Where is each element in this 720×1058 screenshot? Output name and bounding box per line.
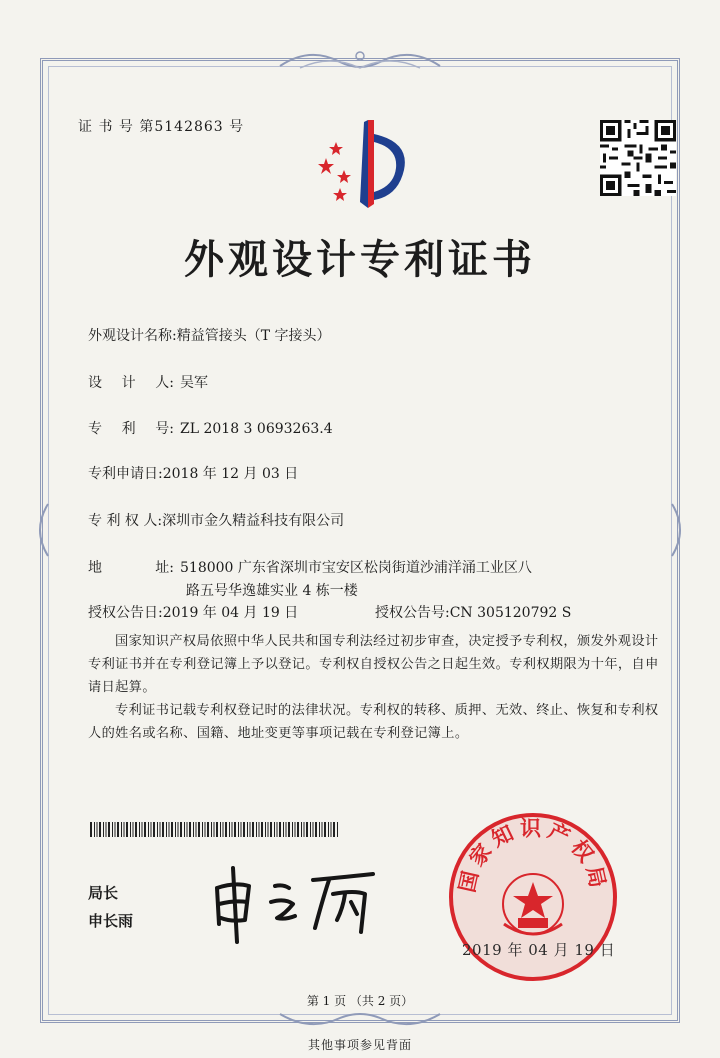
legal-paragraph-1: 国家知识产权局依照中华人民共和国专利法经过初步审查，决定授予专利权，颁发外观设计专利证书并在专利登记簿上予以登记。专利权自授权公告之日起生效。专利权期限为十年，自申请日起算。: [88, 634, 659, 695]
patentee-value: 深圳市金久精益科技有限公司: [162, 513, 345, 529]
certificate-number: 证 书 号 第5142863 号: [78, 119, 245, 135]
design-name-field: [88, 325, 331, 345]
patentee-label: 专 利 权 人:: [88, 513, 163, 529]
grant-date-value: 2019 年 04 月 19 日: [162, 605, 299, 621]
filing-date-field: [88, 463, 298, 483]
footer-note: 其他事项参见背面: [307, 1038, 412, 1052]
patent-number-label: 专 利 号:: [88, 421, 174, 437]
patent-number-field: [88, 418, 333, 438]
legal-paragraph-2: 专利证书记载专利权登记时的法律状况。专利权的转移、质押、无效、终止、恢复和专利权人的姓名或名称、国籍、地址变更等事项记载在专利登记簿上。: [88, 703, 659, 741]
grant-number-value: CN 305120792 S: [449, 605, 572, 621]
designer-field: [88, 372, 208, 392]
barcode-icon: [90, 822, 340, 837]
designer-value: 吴军: [180, 375, 208, 391]
grant-number-field: [375, 602, 571, 622]
bottom-ornament: [270, 1008, 450, 1034]
designer-label: 设 计 人:: [88, 375, 174, 391]
address-value-line2: 路五号华逸雄实业 4 栋一楼: [186, 583, 358, 599]
left-ornament: [30, 500, 52, 560]
patentee-field: [88, 510, 344, 530]
patent-office-emblem-icon: [318, 112, 410, 212]
svg-text:国家知识产权局: 国家知识产权局: [455, 816, 611, 895]
qr-code-icon: [600, 120, 676, 196]
address-field: [88, 557, 532, 577]
design-name-value: 精益管接头（T 字接头）: [176, 328, 331, 344]
right-ornament: [668, 500, 690, 560]
grant-number-label: 授权公告号:: [375, 605, 450, 621]
grant-date-label: 授权公告日:: [88, 605, 163, 621]
top-ornament: [270, 44, 450, 76]
page-number: 第 1 页 （共 2 页）: [306, 994, 414, 1008]
address-label: 地 址:: [88, 560, 174, 576]
seal-date: 2019 年 04 月 19 日: [462, 941, 616, 959]
filing-date-label: 专利申请日:: [88, 466, 163, 482]
filing-date-value: 2018 年 12 月 03 日: [162, 466, 299, 482]
certificate-title: 外观设计专利证书: [184, 237, 536, 283]
patent-number-value: ZL 2018 3 0693263.4: [180, 421, 333, 437]
signatory-role: 局长: [88, 884, 119, 902]
director-signature: [205, 858, 390, 948]
signatory-name: 申长雨: [88, 912, 134, 930]
design-name-label: 外观设计名称:: [88, 328, 177, 344]
address-value-line1: 518000 广东省深圳市宝安区松岗街道沙浦洋涌工业区八: [180, 560, 532, 576]
grant-date-field: [88, 602, 298, 622]
